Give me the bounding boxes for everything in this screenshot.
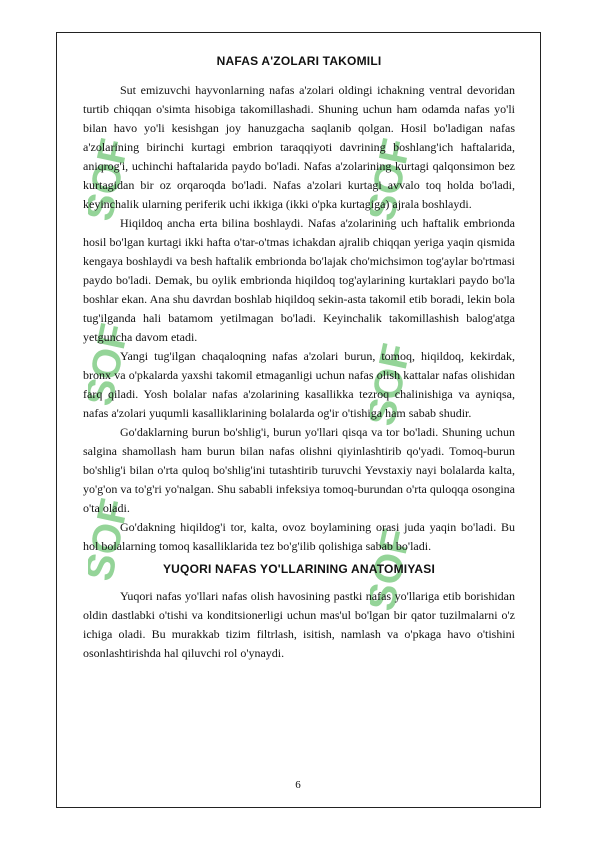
section-heading: NAFAS A'ZOLARI TAKOMILI: [216, 54, 382, 68]
svg-text:SOF: SOF: [370, 524, 410, 615]
section-heading: YUQORI NAFAS YO'LLARINING ANATOMIYASI: [162, 562, 436, 576]
paragraph: Sut emizuvchi hayvonlarning nafas a'zolari oldingi ichakning ventral devoridan turtib chiqqan o'simta hisobiga takomillashadi. Shuning uchun ham odamda nafas yo'li bilan havo yo'li kesishgan joy hanuzgacha saqlanib qolgan. Hosil bo'ladigan nafas a'zolarining birinchi kurtagi embrion taraqqiyoti davrining boshlang'ich haftalarida, aniqrog'i, uchinchi haftalarida paydo bo'ladi. Nafas a'zolarining kurtagi qalqonsimon bez kurtagidan bir oz orqaroqda bo'ladi. Nafas a'zolari kurtagi avvalo toq holda bo'ladi, keyinchalik ularning periferik uchi ikkiga (ikki o'pka kurtagiga) ajrala boshlaydi.: [83, 83, 515, 211]
page-number: 6: [295, 779, 301, 791]
document-body: [83, 52, 515, 663]
paragraph: Yuqori nafas yo'llari nafas olish havosining pastki nafas yo'llariga etib borishidan oldin dastlabki o'tishi va konditsionerligi uchun mas'ul bo'lgan bir qator tuzilmalarni o'z ichiga oladi. Bu murakkab tizim filtrlash, isitish, namlash va o'pkaga havo o'tishini osonlashtirishda hal qiluvchi rol o'ynaydi.: [83, 589, 515, 660]
svg-text:SOF: SOF: [370, 339, 410, 430]
paragraph: Go'dakning hiqildog'i tor, kalta, ovoz boylamining orasi juda yaqin bo'ladi. Bu hol bolalarning tomoq kasalliklarida tez bo'g'ilib qolishiga sabab bo'ladi.: [83, 520, 515, 553]
svg-text:SOF: SOF: [370, 134, 410, 225]
svg-text:SOF: SOF: [88, 494, 128, 585]
svg-text:SOF: SOF: [88, 319, 128, 410]
paragraph: Hiqildoq ancha erta bilina boshlaydi. Nafas a'zolarining uch haftalik embrionda hosil bo'lgan kurtagi ikki hafta o'tar-o'tmas ichakdan ajralib chiqqan yeriga yaqin qismida kengaya boshlaydi va besh haftalik embrionda bo'lajak cho'michsimon tog'aylar bo'rtmasi paydo bo'ladi. Demak, bu oylik embrionda hiqildoq tog'aylarining kurtaklari paydo bo'la boshlar ekan. Ana shu davrdan boshlab hiqildoq sekin-asta takomil etib boradi, lekin bola tug'ilganda hali batamom yetilmagan bo'ladi. Keyinchalik takomillashish balog'atga yetguncha davom etadi.: [83, 216, 515, 344]
paragraph: Go'daklarning burun bo'shlig'i, burun yo'llari qisqa va tor bo'ladi. Shuning uchun salgina shamollash ham burun bilan nafas olishni qiyinlashtirib qo'yadi. Tomoq-burun bo'shlig'i bilan o'rta quloq bo'shlig'ini tutashtirib turuvchi Yevstaxiy nayi bolalarda kalta, yo'g'on va to'g'ri yo'nalgan. Shu sababli infeksiya tomoq-burundan o'rta quloqqa osongina o'ta oladi.: [83, 425, 515, 515]
svg-text:SOF: SOF: [88, 134, 128, 225]
paragraph: Yangi tug'ilgan chaqaloqning nafas a'zolari burun, tomoq, hiqildoq, kekirdak, bronx va o'pkalarda yaxshi takomil etmaganligi uchun nafas olish kattalar nafas olishidan farq qiladi. Yosh bolalar nafas a'zolarining kasallikka tezroq chalinishiga va ayniqsa, nafas a'zolari yuqumli kasalliklarining bolalarda og'ir o'tishiga ham sabab shudir.: [83, 349, 515, 420]
